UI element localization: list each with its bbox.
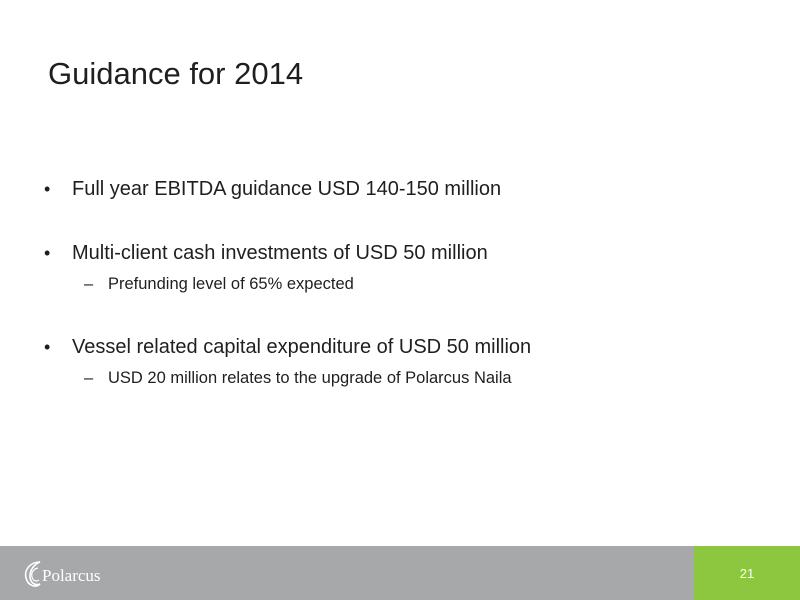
polarcus-logo (22, 556, 132, 592)
sub-bullet-marker: – (84, 369, 94, 387)
bullet-marker: • (44, 337, 51, 357)
sub-bullet-marker: – (84, 275, 94, 293)
bullet-marker: • (44, 243, 51, 263)
bullet-item (44, 242, 488, 265)
bullet-text: Multi-client cash investments of USD 50 million (72, 242, 488, 264)
sub-bullet-text: USD 20 million relates to the upgrade of Polarcus Naila (108, 369, 512, 387)
bullet-marker: • (44, 179, 51, 199)
sub-bullet-item (84, 275, 354, 294)
sub-bullet-item (84, 369, 512, 388)
bullet-item (44, 336, 531, 359)
page-number: 21 (739, 566, 755, 581)
sub-bullet-text: Prefunding level of 65% expected (108, 275, 354, 293)
logo-wordmark: Polarcus (42, 566, 101, 585)
bullet-item (44, 178, 501, 201)
logo-swirl-icon (22, 558, 44, 592)
bullet-text: Full year EBITDA guidance USD 140-150 million (72, 178, 502, 200)
bullet-text: Vessel related capital expenditure of USD 50 million (72, 336, 532, 358)
page-number-box (694, 546, 800, 600)
slide-title: Guidance for 2014 (48, 56, 304, 91)
